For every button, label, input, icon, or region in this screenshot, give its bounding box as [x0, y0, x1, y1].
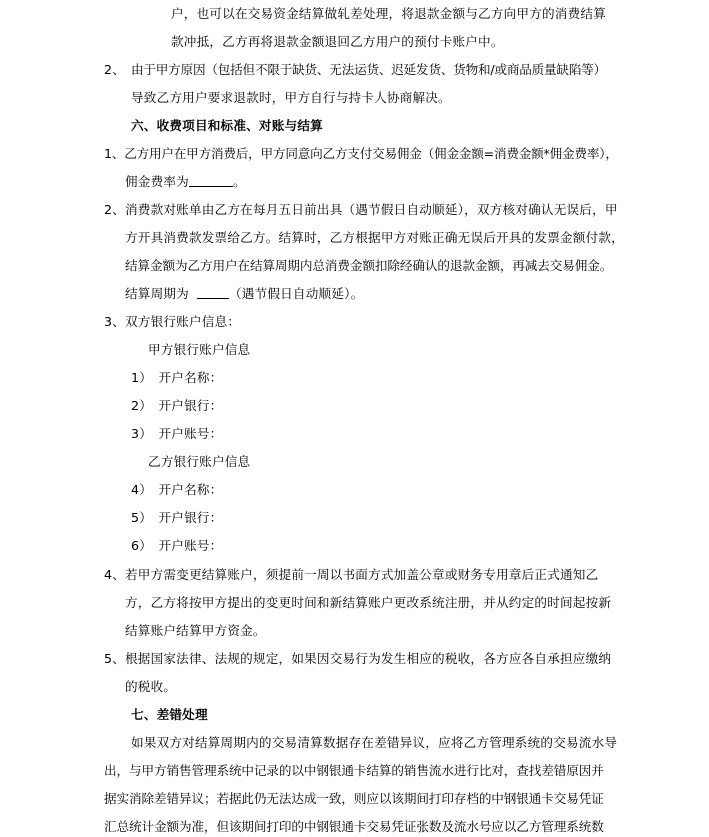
- text-line: 结算金额为乙方用户在结算周期内总消费金额扣除经确认的退款金额，再减去交易佣金。: [125, 258, 613, 273]
- list-number: 2、: [104, 62, 126, 77]
- text-line: 出，与甲方销售管理系统中记录的以中钢银通卡结算的销售流水进行比对，查找差错原因并: [104, 763, 604, 778]
- cycle-suffix: （遇节假日自动顺延）。: [228, 286, 364, 301]
- section-heading: 七、差错处理: [131, 707, 208, 722]
- bank-info-heading: 乙方银行账户信息: [148, 454, 251, 469]
- text-line: 2、消费款对账单由乙方在每月五日前出具（遇节假日自动顺延），双方核对确认无误后，甲: [104, 202, 618, 217]
- bank-field: 6） 开户账号：: [131, 538, 223, 553]
- fee-rate-blank: [189, 174, 233, 187]
- cycle-blank: [197, 286, 229, 299]
- cycle-label: 结算周期为: [125, 286, 189, 301]
- text-line: 款冲抵，乙方再将退款金额退回乙方用户的预付卡账户中。: [171, 34, 504, 49]
- fee-rate-label: 佣金费率为: [125, 174, 189, 189]
- text-line: 的税收。: [125, 679, 177, 694]
- text-line: 导致乙方用户要求退款时，甲方自行与持卡人协商解决。: [131, 90, 451, 105]
- fee-rate-suffix: 。: [232, 174, 246, 189]
- bank-field: 4） 开户名称：: [131, 482, 223, 497]
- bank-field: 2） 开户银行：: [131, 398, 223, 413]
- text-line: 据实消除差错异议；若据此仍无法达成一致，则应以该期间打印存档的中钢银通卡交易凭证: [104, 791, 604, 806]
- section-heading: 六、收费项目和标准、对账与结算: [131, 118, 323, 133]
- bank-field: 5） 开户银行：: [131, 510, 223, 525]
- text-line: 方，乙方将按甲方提出的变更时间和新结算账户更改系统注册，并从约定的时间起按新: [125, 595, 612, 610]
- bank-field: 1） 开户名称：: [131, 370, 223, 385]
- text-line: 结算账户结算甲方资金。: [125, 623, 266, 638]
- text-line: 5、根据国家法律、法规的规定，如果因交易行为发生相应的税收，各方应各自承担应缴纳: [104, 651, 612, 666]
- bank-info-heading: 甲方银行账户信息: [148, 342, 251, 357]
- text-line: [125, 286, 363, 302]
- text-line: 4、若甲方需变更结算账户，须提前一周以书面方式加盖公章或财务专用章后正式通知乙: [104, 567, 599, 582]
- text-line: 1、乙方用户在甲方消费后，甲方同意向乙方支付交易佣金（佣金金额=消费金额*佣金费率），: [104, 146, 618, 161]
- text-line: 如果双方对结算周期内的交易清算数据存在差错异议，应将乙方管理系统的交易流水导: [131, 735, 618, 750]
- text-line: 由于甲方原因（包括但不限于缺货、无法运货、迟延发货、货物和/或商品质量缺陷等）: [131, 62, 607, 77]
- text-line: [125, 174, 246, 190]
- text-line: 户，也可以在交易资金结算做轧差处理，将退款金额与乙方向甲方的消费结算: [171, 6, 606, 21]
- text-line: 汇总统计金额为准，但该期间打印的中钢银通卡交易凭证张数及流水号应以乙方管理系统数: [104, 819, 604, 834]
- bank-field: 3） 开户账号：: [131, 426, 223, 441]
- text-line: 3、双方银行账户信息：: [104, 314, 241, 329]
- text-line: 方开具消费款发票给乙方。结算时，乙方根据甲方对账正确无误后开具的发票金额付款，: [125, 230, 624, 245]
